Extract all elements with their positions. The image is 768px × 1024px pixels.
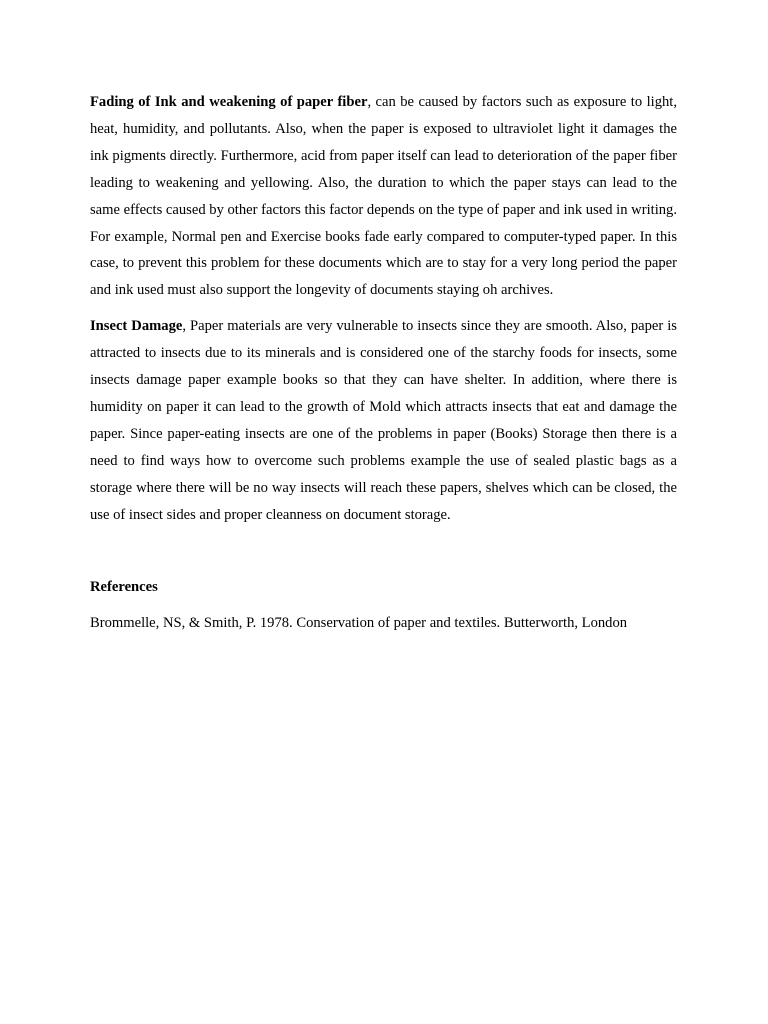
references-heading: References xyxy=(90,578,158,595)
paragraph-lead-insect-damage: Insect Damage xyxy=(90,318,183,335)
paragraph-lead-ink-fading: Fading of Ink and weakening of paper fiber xyxy=(90,94,368,110)
paragraph-body-ink-fading: , can be caused by factors such as exposure to light, heat, humidity, and pollutants. Also, when the paper is exposed to ultraviolet light it damages the ink pigments directly. Furthermore, acid from paper itself can lead to deterioration of the paper fiber leading to weakening and yellowing. Also, the duration to which the paper stays can lead to the same effects caused by other factors this factor depends on the type of paper and ink used in writing. For example, Normal pen and Exercise books fade early compared to computer-typed paper. In this case, to prevent this problem for these documents which are to stay for a very long period the paper and ink used must also support the longevity of documents staying oh archives. xyxy=(90,94,677,299)
paragraph-body-insect-damage: , Paper materials are very vulnerable to insects since they are smooth. Also, paper is attracted to insects due to its minerals and is considered one of the starchy foods for insects, some insects damage paper example books so that they can have shelter. In addition, where there is humidity on paper it can lead to the growth of Mold which attracts insects that eat and damage the paper. Since paper-eating insects are one of the problems in paper (Books) Storage then there is a need to find ways how to overcome such problems example the use of sealed plastic bags as a storage where there will be no way insects will reach these papers, shelves which can be closed, the use of insect sides and proper cleanness on document storage. xyxy=(90,318,677,523)
document-page xyxy=(90,89,677,637)
paragraph-ink-fading xyxy=(90,89,677,304)
reference-item: Brommelle, NS, & Smith, P. 1978. Conservation of paper and textiles. Butterworth, London xyxy=(90,615,628,632)
paragraph-insect-damage xyxy=(90,313,677,528)
